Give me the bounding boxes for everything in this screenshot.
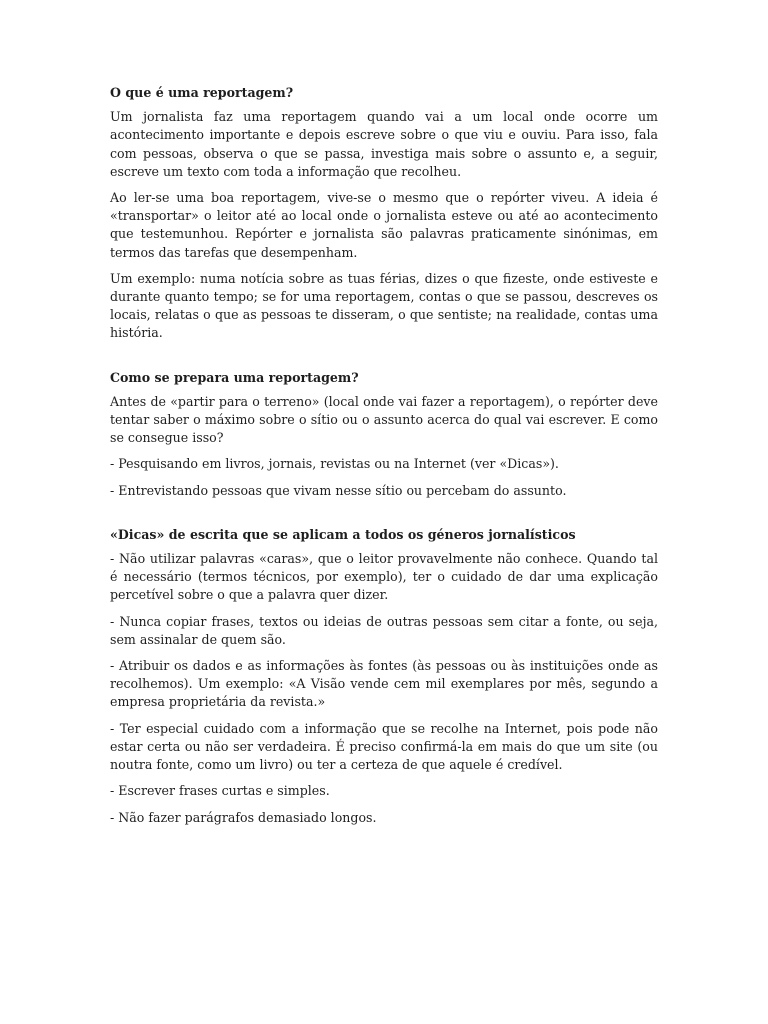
section-spacer <box>110 508 658 526</box>
list-item: - Entrevistando pessoas que vivam nesse sítio ou percebam do assunto. <box>110 482 567 498</box>
paragraph: Um jornalista faz uma reportagem quando vai a um local onde ocorre um acontecimento importante e depois escreve sobre o que viu e ouviu. Para isso, fala com pessoas, observa o que se passa, investiga mais sobre o assunto e, a seguir, escreve um texto com toda a informação que recolheu. <box>110 109 658 179</box>
list-item: - Ter especial cuidado com a informação que se recolhe na Internet, pois pode não estar certa ou não ser verdadeira. É preciso confirmá-la em mais do que um site (ou noutra fonte, como um livro) ou ter a certeza de que aquele é credível. <box>110 720 658 773</box>
paragraph: Um exemplo: numa notícia sobre as tuas férias, dizes o que fizeste, onde estiveste e durante quanto tempo; se for uma reportagem, contas o que se passou, descreves os locais, relatas o que as pessoas te disseram, o que sentiste; na realidade, contas uma história. <box>110 270 658 341</box>
list-item: - Não utilizar palavras «caras», que o leitor provavelmente não conhece. Quando tal é necessário (termos técnicos, por exemplo), ter o cuidado de dar uma explicação percetível sobre o que a palavra quer dizer. <box>110 551 658 603</box>
section-spacer <box>110 351 658 369</box>
paragraph: Antes de «partir para o terreno» (local onde vai fazer a reportagem), o repórter deve tentar saber o máximo sobre o sítio ou o assunto acerca do qual vai escrever. E como se consegue isso? <box>110 393 658 446</box>
section-dicas <box>110 526 658 827</box>
list-item: - Nunca copiar frases, textos ou ideias de outras pessoas sem citar a fonte, ou seja, sem assinalar de quem são. <box>110 613 658 647</box>
section-heading: Como se prepara uma reportagem? <box>110 369 359 385</box>
section-preparacao <box>110 369 658 500</box>
document-page <box>110 84 658 835</box>
list-item: - Não fazer parágrafos demasiado longos. <box>110 809 377 825</box>
list-item: - Pesquisando em livros, jornais, revistas ou na Internet (ver «Dicas»). <box>110 456 559 472</box>
section-reportagem <box>110 84 658 343</box>
paragraph: Ao ler-se uma boa reportagem, vive-se o mesmo que o repórter viveu. A ideia é «transportar» o leitor até ao local onde o jornalista esteve ou até ao acontecimento que testemunhou. Repórter e jornalista são palavras praticamente sinónimas, em termos das tarefas que desempenham. <box>110 190 658 260</box>
list-item: - Atribuir os dados e as informações às fontes (às pessoas ou às instituições onde as recolhemos). Um exemplo: «A Visão vende cem mil exemplares por mês, segundo a empresa proprietária da revista.» <box>110 658 658 710</box>
section-heading: «Dicas» de escrita que se aplicam a todos os géneros jornalísticos <box>110 526 576 542</box>
list-item: - Escrever frases curtas e simples. <box>110 783 330 799</box>
section-heading: O que é uma reportagem? <box>110 85 294 100</box>
